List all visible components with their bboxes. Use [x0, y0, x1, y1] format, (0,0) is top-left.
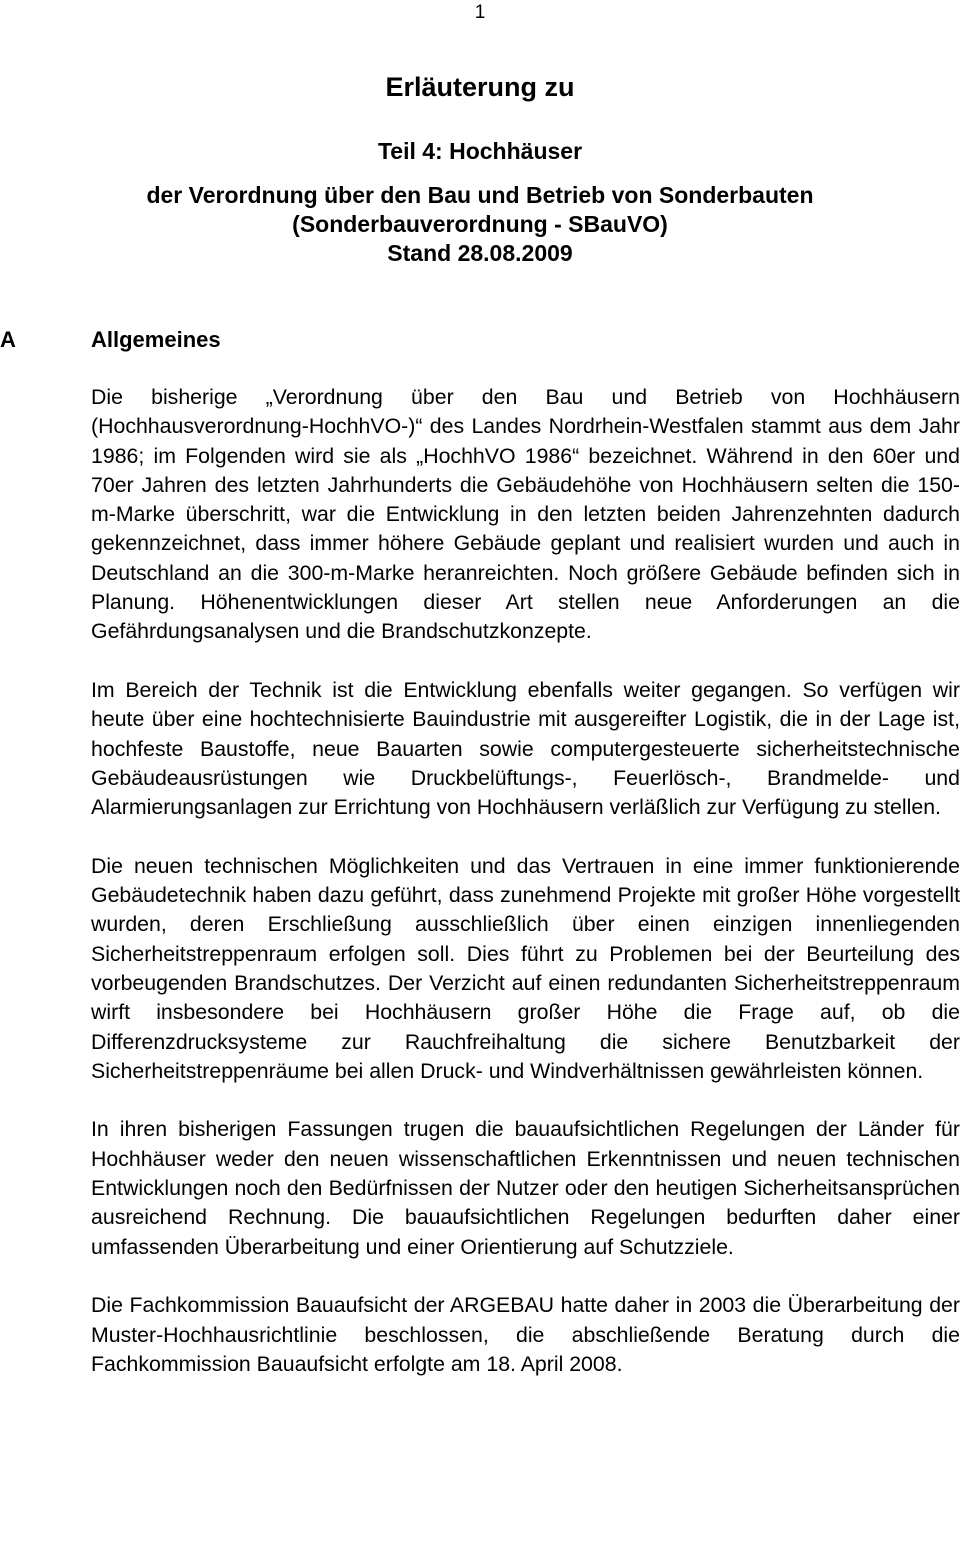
- paragraph: In ihren bisherigen Fassungen trugen die bauaufsichtlichen Regelungen der Länder für Hochhäuser weder den neuen wissenschaftlichen Erkenntnissen und neuen technischen Entwicklungen noch den Bedürfnissen der Nutzer oder den heutigen Sicherheitsansprüchen ausreichend Rechnung. Die bauaufsichtlichen Regelungen bedurften daher einer umfassenden Überarbeitung und einer Orientierung auf Schutzziele.: [91, 1117, 960, 1259]
- regulation-title-line: der Verordnung über den Bau und Betrieb von Sonderbauten: [146, 182, 814, 208]
- paragraph: Die Fachkommission Bauaufsicht der ARGEBAU hatte daher in 2003 die Überarbeitung der Muster-Hochhausrichtlinie beschlossen, die abschließende Beratung durch die Fachkommission Bauaufsicht erfolgte am 18. April 2008.: [91, 1293, 960, 1376]
- regulation-date-line: Stand 28.08.2009: [387, 240, 573, 266]
- paragraph: Im Bereich der Technik ist die Entwicklung ebenfalls weiter gegangen. So verfügen wir heute über eine hochtechnisierte Bauindustrie mit ausgereifter Logistik, die in der Lage ist, hochfeste Baustoffe, neue Bauarten sowie computergesteuerte sicherheitstechnische Gebäudeausrüstungen wie Druckbelüftungs-, Feuerlösch-, Brandmelde- und Alarmierungsanlagen zur Errichtung von Hochhäusern verläßlich zur Verfügung zu stellen.: [91, 677, 960, 820]
- section-heading: Allgemeines: [91, 327, 221, 352]
- page-number: 1: [474, 2, 486, 23]
- document-title: Erläuterung zu: [385, 72, 575, 102]
- document-subtitle: Teil 4: Hochhäuser: [377, 138, 583, 164]
- paragraph: Die bisherige „Verordnung über den Bau und Betrieb von Hochhäusern (Hochhausverordnung-HochhVO-)“ des Landes Nordrhein-Westfalen stammt aus dem Jahr 1986; im Folgenden wird sie als „HochhVO 1986“ bezeichnet. Während in den 60er und 70er Jahren des letzten Jahrhunderts die Gebäudehöhe von Hochhäusern selten die 150-m-Marke überschritt, war die Entwicklung in den letzten beiden Jahrenzehnten dadurch gekennzeichnet, dass immer höhere Gebäude geplant und realisiert wurden und auch in Deutschland an die 300-m-Marke heranreichten. Noch größere Gebäude befinden sich in Planung. Höhenentwicklungen dieser Art stellen neue Anforderungen an die Gefährdungsanalysen und die Brandschutzkonzepte.: [91, 385, 960, 644]
- section-body: [91, 383, 960, 1379]
- regulation-title-block: [0, 181, 960, 268]
- section-letter: A: [0, 327, 16, 352]
- paragraph: Die neuen technischen Möglichkeiten und das Vertrauen in eine immer funktionierende Gebäudetechnik haben dazu geführt, dass zunehmend Projekte mit großer Höhe vorgestellt wurden, deren Erschließung ausschließlich über einen einzigen innenliegenden Sicherheitstreppenraum erfolgen soll. Dies führt zu Problemen bei der Beurteilung des vorbeugenden Brandschutzes. Der Verzicht auf einen redundanten Sicherheitstreppenraum wirft insbesondere bei Hochhäusern großer Höhe die Frage auf, ob die Differenzdrucksysteme zur Rauchfreihaltung die sichere Benutzbarkeit der Sicherheitstreppenräume bei allen Druck- und Windverhältnissen gewährleisten können.: [91, 853, 960, 1083]
- regulation-title-line: (Sonderbauverordnung - SBauVO): [292, 211, 668, 237]
